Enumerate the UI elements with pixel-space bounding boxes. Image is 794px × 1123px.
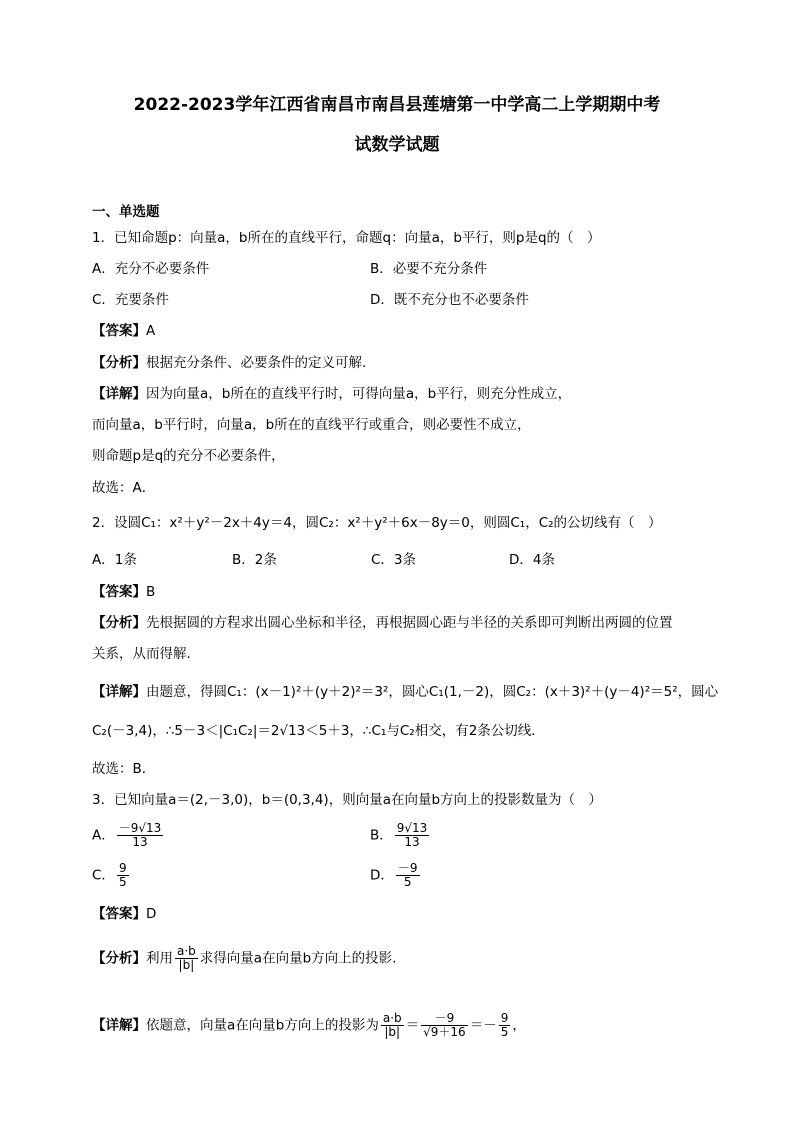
fraction-denominator: 5 <box>403 875 412 889</box>
document-title-line2: 试数学试题 <box>354 135 440 155</box>
detail-end: ， <box>512 1017 526 1034</box>
q2-detail-line1 <box>92 683 718 701</box>
fraction-denominator: 5 <box>118 875 127 889</box>
q1-detail-line3: 则命题p是q的充分不必要条件， <box>92 448 285 464</box>
fraction-numerator: 9 <box>500 1011 509 1025</box>
analysis-tag: 【分析】 <box>92 615 146 631</box>
q1-option-c: C．充要条件 <box>92 292 169 308</box>
equals-sign: ＝ <box>405 1017 420 1034</box>
q3-option-b <box>370 822 431 849</box>
q2-option-d: D．4条 <box>509 552 555 568</box>
answer-value: D <box>146 906 157 922</box>
detail-tag: 【详解】 <box>92 1017 146 1034</box>
projection-fraction <box>175 945 198 972</box>
fraction-numerator: －9 <box>397 861 418 875</box>
q3-detail <box>92 1012 526 1039</box>
option-label: D． <box>370 867 394 884</box>
q2-stem: 2．设圆C₁：x²＋y²－2x＋4y＝4，圆C₂：x²＋y²＋6x－8y＝0，则圆C₁，C₂的公切线有（ ） <box>92 515 662 531</box>
fraction <box>395 822 430 849</box>
q3-option-d <box>370 862 422 889</box>
fraction-numerator: 9 <box>118 861 127 875</box>
fraction <box>117 862 129 889</box>
fraction <box>421 1012 468 1039</box>
fraction-numerator: a·b <box>177 944 196 958</box>
q1-option-d: D．既不充分也不必要条件 <box>370 292 529 308</box>
answer-value: A <box>146 323 156 339</box>
fraction <box>499 1012 511 1039</box>
analysis-text: 先根据圆的方程求出圆心坐标和半径，再根据圆心距与半径的关系即可判断出两圆的位置 <box>146 615 673 631</box>
detail-tag: 【详解】 <box>92 684 146 700</box>
detail-text: 因为向量a，b所在的直线平行时，可得向量a，b平行，则充分性成立， <box>146 386 572 402</box>
analysis-text: 根据充分条件、必要条件的定义可解． <box>146 355 376 371</box>
q3-option-a <box>92 822 165 849</box>
analysis-tag: 【分析】 <box>92 355 146 371</box>
analysis-post: 求得向量a在向量b方向上的投影. <box>199 950 397 967</box>
section-heading: 一、单选题 <box>92 204 160 220</box>
fraction <box>381 1012 404 1039</box>
answer-tag: 【答案】 <box>92 323 146 339</box>
analysis-pre: 利用 <box>146 950 173 967</box>
option-label: C． <box>92 867 115 884</box>
q2-option-c: C．3条 <box>371 552 417 568</box>
fraction-numerator: －9√13 <box>118 821 162 835</box>
fraction-denominator: 13 <box>132 835 148 849</box>
q3-option-c <box>92 862 131 889</box>
fraction-denominator: 13 <box>404 835 420 849</box>
fraction-denominator: |b| <box>384 1025 401 1039</box>
q1-detail-line2: 而向量a，b平行时，向量a，b所在的直线平行或重合，则必要性不成立， <box>92 417 531 433</box>
answer-tag: 【答案】 <box>92 584 146 600</box>
fraction-denominator: |b| <box>178 958 195 972</box>
q1-option-b: B．必要不充分条件 <box>370 261 488 277</box>
fraction-numerator: 9√13 <box>396 821 428 835</box>
fraction <box>396 862 420 889</box>
detail-tag: 【详解】 <box>92 386 146 402</box>
detail-text: 由题意，得圆C₁：(x－1)²＋(y＋2)²＝3²，圆心C₁(1,－2)，圆C₂：(x＋3)²＋(y－4)²＝5²，圆心 <box>146 684 719 700</box>
q1-answer <box>92 322 155 340</box>
fraction <box>117 822 164 849</box>
option-label: A． <box>92 827 115 844</box>
fraction-denominator: √9＋16 <box>423 1025 466 1039</box>
q1-stem: 1．已知命题p：向量a，b所在的直线平行，命题q：向量a，b平行，则p是q的（ ） <box>92 230 601 246</box>
q1-detail-line1 <box>92 385 571 403</box>
equals-sign: ＝－ <box>469 1017 497 1034</box>
fraction-numerator: a·b <box>382 1011 402 1025</box>
fraction-numerator: －9 <box>421 1012 468 1026</box>
q2-option-a: A．1条 <box>92 552 137 568</box>
q2-answer <box>92 583 155 601</box>
q3-analysis <box>92 945 396 972</box>
q2-analysis-line1 <box>92 614 673 632</box>
option-label: B． <box>370 827 393 844</box>
fraction-denominator: 5 <box>500 1025 509 1039</box>
q1-choose: 故选：A． <box>92 480 156 496</box>
q3-stem: 3．已知向量a＝(2,－3,0)，b＝(0,3,4)，则向量a在向量b方向上的投影数量为（ ） <box>92 792 603 808</box>
q1-analysis <box>92 354 376 372</box>
detail-pre: 依题意，向量a在向量b方向上的投影为 <box>146 1017 379 1034</box>
answer-value: B <box>146 584 156 600</box>
q1-option-a: A．充分不必要条件 <box>92 261 210 277</box>
q2-detail-line2: C₂(－3,4)，∴5－3＜|C₁C₂|＝2√13＜5＋3，∴C₁与C₂相交，有2条公切线． <box>92 723 545 739</box>
q3-answer <box>92 905 156 923</box>
document-title-line1: 2022-2023学年江西省南昌市南昌县莲塘第一中学高二上学期期中考 <box>133 95 661 115</box>
q2-analysis-line2: 关系，从而得解． <box>92 646 200 662</box>
q2-option-b: B．2条 <box>232 552 277 568</box>
q2-choose: 故选：B． <box>92 761 156 777</box>
answer-tag: 【答案】 <box>92 906 146 922</box>
analysis-tag: 【分析】 <box>92 950 146 967</box>
